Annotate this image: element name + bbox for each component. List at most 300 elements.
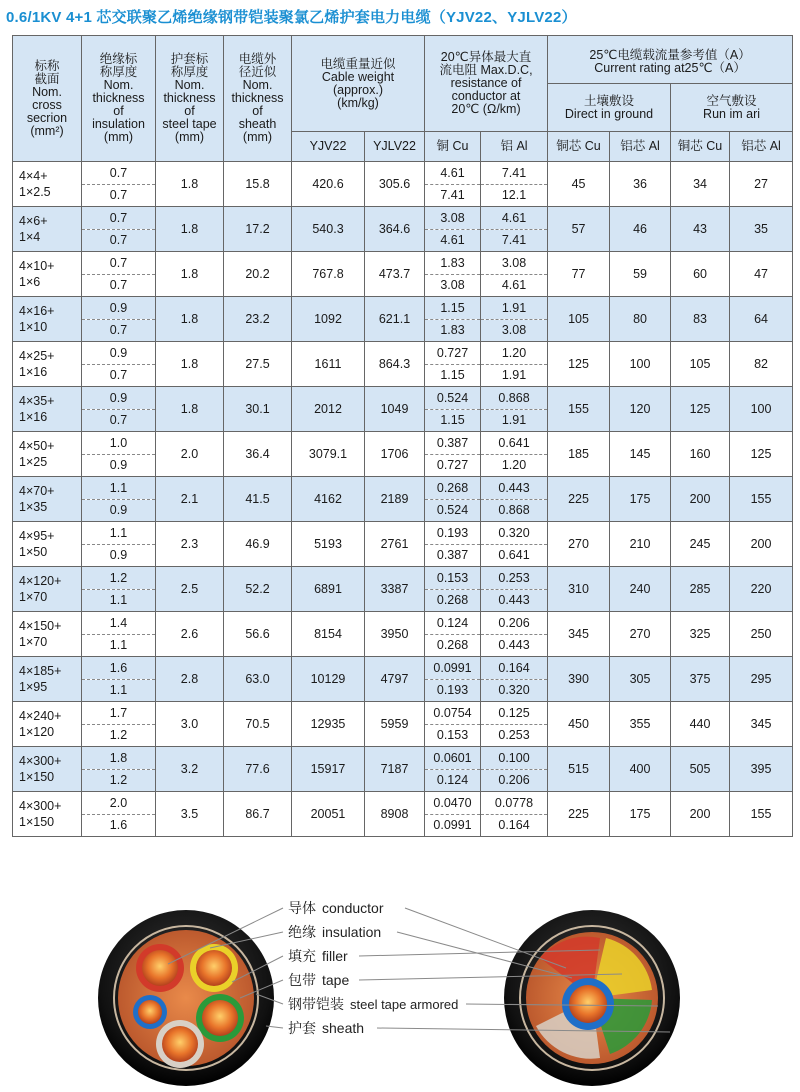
cell-al: 0.253: [481, 724, 548, 747]
cell-air-cu: 375: [671, 657, 730, 702]
cell-ground-al: 270: [610, 612, 671, 657]
cell-air-cu: 325: [671, 612, 730, 657]
cell-yjlv22: 1049: [365, 387, 425, 432]
cell-al: 0.320: [481, 522, 548, 545]
cell-insulation: 1.1: [82, 522, 156, 545]
cell-cu: 1.15: [425, 364, 481, 387]
cell-yjv22: 540.3: [292, 207, 365, 252]
section-main: 4×120+: [19, 574, 62, 588]
cell-yjlv22: 305.6: [365, 162, 425, 207]
cell-yjlv22: 2761: [365, 522, 425, 567]
header-run-in-air: 空气敷设 Run im ari: [671, 84, 793, 132]
cell-air-cu: 105: [671, 342, 730, 387]
cell-ground-cu: 125: [548, 342, 610, 387]
cell-section: [13, 612, 82, 657]
table-row: [13, 612, 793, 635]
cell-al: 0.443: [481, 589, 548, 612]
cell-al: 0.206: [481, 769, 548, 792]
cell-steel-tape: 3.0: [156, 702, 224, 747]
cell-cu: 0.0470: [425, 792, 481, 815]
section-extra: 1×70: [19, 635, 48, 649]
cell-insulation: 0.7: [82, 319, 156, 342]
header-resistance: 20℃异体最大直 流电阻 Max.D.C, resistance of conductor at 20℃ (Ω/km): [425, 36, 548, 132]
cell-steel-tape: 1.8: [156, 162, 224, 207]
cell-insulation: 1.0: [82, 432, 156, 455]
cell-insulation: 0.7: [82, 252, 156, 275]
cell-section: [13, 207, 82, 252]
cell-ground-al: 240: [610, 567, 671, 612]
cell-yjlv22: 621.1: [365, 297, 425, 342]
cell-steel-tape: 1.8: [156, 342, 224, 387]
cell-yjv22: 1092: [292, 297, 365, 342]
cell-al: 0.164: [481, 657, 548, 680]
cell-cu: 0.387: [425, 432, 481, 455]
cell-al: 4.61: [481, 207, 548, 230]
cell-section: [13, 567, 82, 612]
cell-yjv22: 20051: [292, 792, 365, 837]
cell-ground-cu: 390: [548, 657, 610, 702]
cell-yjlv22: 473.7: [365, 252, 425, 297]
table-header: [13, 36, 793, 162]
cell-air-cu: 285: [671, 567, 730, 612]
cell-air-cu: 505: [671, 747, 730, 792]
cell-air-al: 27: [730, 162, 793, 207]
cell-al: 0.868: [481, 387, 548, 410]
section-extra: 1×95: [19, 680, 48, 694]
cell-ground-cu: 345: [548, 612, 610, 657]
cell-section: [13, 657, 82, 702]
cell-diameter: 20.2: [224, 252, 292, 297]
cell-cu: 0.153: [425, 724, 481, 747]
cell-steel-tape: 2.0: [156, 432, 224, 477]
cell-ground-al: 355: [610, 702, 671, 747]
cell-cu: 0.193: [425, 679, 481, 702]
section-extra: 1×4: [19, 230, 41, 244]
cell-air-al: 155: [730, 792, 793, 837]
right-cable-section: [504, 910, 680, 1086]
section-main: 4×50+: [19, 439, 55, 453]
cell-insulation: 0.9: [82, 499, 156, 522]
cell-yjlv22: 364.6: [365, 207, 425, 252]
cell-yjv22: 10129: [292, 657, 365, 702]
cell-al: 1.20: [481, 454, 548, 477]
cell-diameter: 56.6: [224, 612, 292, 657]
cell-steel-tape: 2.1: [156, 477, 224, 522]
cell-cu: 0.124: [425, 612, 481, 635]
cell-yjv22: 8154: [292, 612, 365, 657]
cell-yjv22: 767.8: [292, 252, 365, 297]
cell-section: [13, 477, 82, 522]
cell-yjlv22: 8908: [365, 792, 425, 837]
cell-diameter: 77.6: [224, 747, 292, 792]
legend-tape: 包带 tape: [288, 972, 350, 988]
section-main: 4×25+: [19, 349, 55, 363]
section-main: 4×95+: [19, 529, 55, 543]
cell-section: [13, 792, 82, 837]
cell-air-al: 295: [730, 657, 793, 702]
cell-al: 3.08: [481, 252, 548, 275]
table-row: [13, 387, 793, 410]
cell-insulation: 0.9: [82, 387, 156, 410]
cell-cu: 0.524: [425, 387, 481, 410]
table-row: [13, 702, 793, 725]
cell-cu: 0.727: [425, 454, 481, 477]
cell-air-cu: 440: [671, 702, 730, 747]
cell-diameter: 46.9: [224, 522, 292, 567]
header-ground-cu: 铜芯 Cu: [548, 132, 610, 162]
section-main: 4×300+: [19, 754, 62, 768]
cell-air-al: 100: [730, 387, 793, 432]
section-extra: 1×50: [19, 545, 48, 559]
table-row: [13, 252, 793, 275]
cell-al: 0.125: [481, 702, 548, 725]
cell-yjlv22: 3387: [365, 567, 425, 612]
cell-ground-cu: 270: [548, 522, 610, 567]
table-body: [13, 162, 793, 837]
cell-section: [13, 387, 82, 432]
cell-insulation: 1.1: [82, 477, 156, 500]
cable-diagram: [0, 886, 800, 1092]
cell-ground-al: 80: [610, 297, 671, 342]
cell-yjv22: 12935: [292, 702, 365, 747]
cell-insulation: 0.9: [82, 297, 156, 320]
cell-insulation: 1.7: [82, 702, 156, 725]
section-extra: 1×16: [19, 365, 48, 379]
left-cable-section: [98, 910, 274, 1086]
cell-al: 0.868: [481, 499, 548, 522]
cell-diameter: 23.2: [224, 297, 292, 342]
cell-insulation: 1.1: [82, 679, 156, 702]
table-row: [13, 432, 793, 455]
cell-steel-tape: 1.8: [156, 297, 224, 342]
cell-ground-al: 305: [610, 657, 671, 702]
cell-cu: 4.61: [425, 162, 481, 185]
cell-ground-al: 175: [610, 792, 671, 837]
section-extra: 1×10: [19, 320, 48, 334]
cell-al: 0.164: [481, 814, 548, 837]
left-conductor-orange: [156, 1020, 204, 1068]
cell-al: 3.08: [481, 319, 548, 342]
section-extra: 1×35: [19, 500, 48, 514]
cell-air-cu: 200: [671, 792, 730, 837]
left-conductor-green: [196, 994, 244, 1042]
cell-cu: 0.387: [425, 544, 481, 567]
cell-cu: 0.193: [425, 522, 481, 545]
left-conductor-yellow: [190, 944, 238, 992]
cell-al: 1.91: [481, 364, 548, 387]
cell-diameter: 41.5: [224, 477, 292, 522]
cell-cu: 0.124: [425, 769, 481, 792]
cell-insulation: 1.6: [82, 814, 156, 837]
header-section: 标称 截面 Nom. cross secrion (mm²): [13, 36, 82, 162]
cell-cu: 0.524: [425, 499, 481, 522]
cell-cu: 0.268: [425, 589, 481, 612]
cell-air-al: 125: [730, 432, 793, 477]
cell-diameter: 86.7: [224, 792, 292, 837]
cell-al: 1.20: [481, 342, 548, 365]
cell-yjlv22: 4797: [365, 657, 425, 702]
cell-steel-tape: 3.5: [156, 792, 224, 837]
cell-air-al: 395: [730, 747, 793, 792]
cell-air-cu: 245: [671, 522, 730, 567]
cell-yjv22: 1611: [292, 342, 365, 387]
cell-cu: 0.268: [425, 634, 481, 657]
cell-yjv22: 2012: [292, 387, 365, 432]
cell-section: [13, 747, 82, 792]
cell-cu: 1.15: [425, 409, 481, 432]
section-main: 4×4+: [19, 169, 48, 183]
cell-al: 0.443: [481, 634, 548, 657]
cell-insulation: 1.2: [82, 724, 156, 747]
table-row: [13, 207, 793, 230]
section-extra: 1×6: [19, 275, 41, 289]
header-air-cu: 铜芯 Cu: [671, 132, 730, 162]
cell-diameter: 15.8: [224, 162, 292, 207]
section-extra: 1×150: [19, 815, 55, 829]
section-extra: 1×25: [19, 455, 48, 469]
cell-cu: 1.83: [425, 252, 481, 275]
cell-insulation: 1.1: [82, 634, 156, 657]
cell-insulation: 0.9: [82, 454, 156, 477]
table-row: [13, 342, 793, 365]
cell-yjlv22: 2189: [365, 477, 425, 522]
cell-ground-cu: 45: [548, 162, 610, 207]
cell-cu: 0.268: [425, 477, 481, 500]
legend-steel-tape-armored: 钢带铠装 steel tape armored: [288, 996, 459, 1012]
cell-section: [13, 252, 82, 297]
cell-steel-tape: 2.5: [156, 567, 224, 612]
cell-yjv22: 420.6: [292, 162, 365, 207]
section-main: 4×150+: [19, 619, 62, 633]
section-extra: 1×120: [19, 725, 55, 739]
cell-al: 0.320: [481, 679, 548, 702]
cell-yjv22: 5193: [292, 522, 365, 567]
cell-cu: 0.0754: [425, 702, 481, 725]
cell-yjv22: 4162: [292, 477, 365, 522]
section-main: 4×35+: [19, 394, 55, 408]
cell-ground-cu: 450: [548, 702, 610, 747]
cell-insulation: 0.9: [82, 342, 156, 365]
cell-yjlv22: 7187: [365, 747, 425, 792]
cell-cu: 7.41: [425, 184, 481, 207]
cell-cu: 0.727: [425, 342, 481, 365]
section-extra: 1×16: [19, 410, 48, 424]
cell-cu: 3.08: [425, 274, 481, 297]
header-ground-al: 铝芯 Al: [610, 132, 671, 162]
cell-steel-tape: 1.8: [156, 252, 224, 297]
cell-air-al: 47: [730, 252, 793, 297]
cell-air-cu: 125: [671, 387, 730, 432]
cell-insulation: 1.6: [82, 657, 156, 680]
cell-ground-al: 210: [610, 522, 671, 567]
cell-al: 0.641: [481, 544, 548, 567]
cell-insulation: 0.7: [82, 229, 156, 252]
cell-cu: 0.0601: [425, 747, 481, 770]
cell-air-al: 220: [730, 567, 793, 612]
section-main: 4×16+: [19, 304, 55, 318]
cell-cu: 3.08: [425, 207, 481, 230]
legend-filler: 填充 filler: [288, 948, 348, 964]
cell-ground-cu: 57: [548, 207, 610, 252]
cell-diameter: 36.4: [224, 432, 292, 477]
cell-al: 0.443: [481, 477, 548, 500]
cell-yjlv22: 5959: [365, 702, 425, 747]
cell-insulation: 1.2: [82, 567, 156, 590]
cell-air-al: 82: [730, 342, 793, 387]
cell-insulation: 2.0: [82, 792, 156, 815]
header-air-al: 铝芯 Al: [730, 132, 793, 162]
cell-insulation: 1.2: [82, 769, 156, 792]
header-cu: 铜 Cu: [425, 132, 481, 162]
cell-al: 4.61: [481, 274, 548, 297]
cell-ground-cu: 185: [548, 432, 610, 477]
cell-section: [13, 522, 82, 567]
cell-insulation: 1.1: [82, 589, 156, 612]
header-current-rating: 25℃电缆载流量参考值（A） Current rating at25℃（A）: [548, 36, 793, 84]
header-steel-tape: 护套标 称厚度 Nom. thickness of steel tape (mm): [156, 36, 224, 162]
cell-air-cu: 83: [671, 297, 730, 342]
cell-al: 0.0778: [481, 792, 548, 815]
cell-yjv22: 6891: [292, 567, 365, 612]
cell-steel-tape: 1.8: [156, 207, 224, 252]
right-center-conductor: [569, 985, 607, 1023]
section-main: 4×6+: [19, 214, 48, 228]
cell-insulation: 0.7: [82, 274, 156, 297]
table-row: [13, 657, 793, 680]
cell-ground-al: 59: [610, 252, 671, 297]
cell-ground-cu: 225: [548, 792, 610, 837]
cell-cu: 0.153: [425, 567, 481, 590]
cell-ground-cu: 155: [548, 387, 610, 432]
cell-al: 0.100: [481, 747, 548, 770]
diagram-legend: [288, 896, 458, 1040]
cell-air-al: 250: [730, 612, 793, 657]
header-weight: 电缆重量近似 Cable weight (approx.) (km/kg): [292, 36, 425, 132]
cell-section: [13, 297, 82, 342]
section-main: 4×10+: [19, 259, 55, 273]
cell-insulation: 0.7: [82, 207, 156, 230]
cell-air-cu: 43: [671, 207, 730, 252]
table-row: [13, 792, 793, 815]
cell-steel-tape: 2.6: [156, 612, 224, 657]
cell-insulation: 0.7: [82, 409, 156, 432]
cell-al: 0.253: [481, 567, 548, 590]
cell-diameter: 30.1: [224, 387, 292, 432]
cell-air-cu: 60: [671, 252, 730, 297]
cell-cu: 4.61: [425, 229, 481, 252]
cell-ground-al: 36: [610, 162, 671, 207]
cell-air-al: 64: [730, 297, 793, 342]
cell-air-al: 155: [730, 477, 793, 522]
cell-yjlv22: 864.3: [365, 342, 425, 387]
cell-air-al: 200: [730, 522, 793, 567]
section-main: 4×240+: [19, 709, 62, 723]
table-row: [13, 162, 793, 185]
cell-steel-tape: 2.8: [156, 657, 224, 702]
header-yjv22: YJV22: [292, 132, 365, 162]
header-al: 铝 Al: [481, 132, 548, 162]
left-conductor-blue: [133, 995, 167, 1029]
section-extra: 1×70: [19, 590, 48, 604]
table-row: [13, 747, 793, 770]
cell-al: 1.91: [481, 409, 548, 432]
cell-air-al: 35: [730, 207, 793, 252]
section-main: 4×185+: [19, 664, 62, 678]
section-main: 4×300+: [19, 799, 62, 813]
cell-ground-cu: 105: [548, 297, 610, 342]
cell-cu: 1.15: [425, 297, 481, 320]
cell-al: 0.206: [481, 612, 548, 635]
cell-yjv22: 3079.1: [292, 432, 365, 477]
cell-al: 1.91: [481, 297, 548, 320]
cell-yjlv22: 1706: [365, 432, 425, 477]
cell-ground-al: 400: [610, 747, 671, 792]
cell-diameter: 70.5: [224, 702, 292, 747]
cell-diameter: 27.5: [224, 342, 292, 387]
table-row: [13, 567, 793, 590]
cell-cu: 1.83: [425, 319, 481, 342]
header-yjlv22: YJLV22: [365, 132, 425, 162]
table-row: [13, 477, 793, 500]
cell-insulation: 0.9: [82, 544, 156, 567]
cell-ground-cu: 310: [548, 567, 610, 612]
cell-ground-cu: 225: [548, 477, 610, 522]
cable-spec-table: [12, 35, 793, 837]
cell-ground-cu: 515: [548, 747, 610, 792]
header-insulation: 绝缘标 称厚度 Nom. thickness of insulation (mm): [82, 36, 156, 162]
cell-section: [13, 162, 82, 207]
cell-insulation: 0.7: [82, 162, 156, 185]
cell-section: [13, 702, 82, 747]
cell-section: [13, 432, 82, 477]
cell-yjlv22: 3950: [365, 612, 425, 657]
cell-air-cu: 200: [671, 477, 730, 522]
left-conductor-red: [136, 944, 184, 992]
cell-steel-tape: 1.8: [156, 387, 224, 432]
cell-al: 7.41: [481, 229, 548, 252]
section-main: 4×70+: [19, 484, 55, 498]
cell-insulation: 1.4: [82, 612, 156, 635]
cell-yjv22: 15917: [292, 747, 365, 792]
cell-insulation: 0.7: [82, 184, 156, 207]
cell-al: 0.641: [481, 432, 548, 455]
page-title: 0.6/1KV 4+1 芯交联聚乙烯绝缘钢带铠装聚氯乙烯护套电力电缆（YJV22、YJLV22）: [6, 9, 577, 26]
table-row: [13, 522, 793, 545]
cell-section: [13, 342, 82, 387]
header-direct-in-ground: 土壤敷设 Direct in ground: [548, 84, 671, 132]
section-extra: 1×150: [19, 770, 55, 784]
cell-ground-al: 100: [610, 342, 671, 387]
cell-diameter: 52.2: [224, 567, 292, 612]
legend-conductor: 导体 conductor: [288, 900, 384, 916]
cell-al: 12.1: [481, 184, 548, 207]
cell-air-al: 345: [730, 702, 793, 747]
cell-steel-tape: 3.2: [156, 747, 224, 792]
cell-insulation: 1.8: [82, 747, 156, 770]
cell-diameter: 17.2: [224, 207, 292, 252]
table-row: [13, 297, 793, 320]
cell-ground-al: 175: [610, 477, 671, 522]
cell-diameter: 63.0: [224, 657, 292, 702]
header-diameter: 电缆外 径近似 Nom. thickness of sheath (mm): [224, 36, 292, 162]
cell-ground-cu: 77: [548, 252, 610, 297]
legend-insulation: 绝缘 insulation: [288, 924, 382, 940]
cell-insulation: 0.7: [82, 364, 156, 387]
cell-steel-tape: 2.3: [156, 522, 224, 567]
cell-cu: 0.0991: [425, 657, 481, 680]
cell-cu: 0.0991: [425, 814, 481, 837]
legend-sheath: 护套 sheath: [288, 1020, 365, 1036]
